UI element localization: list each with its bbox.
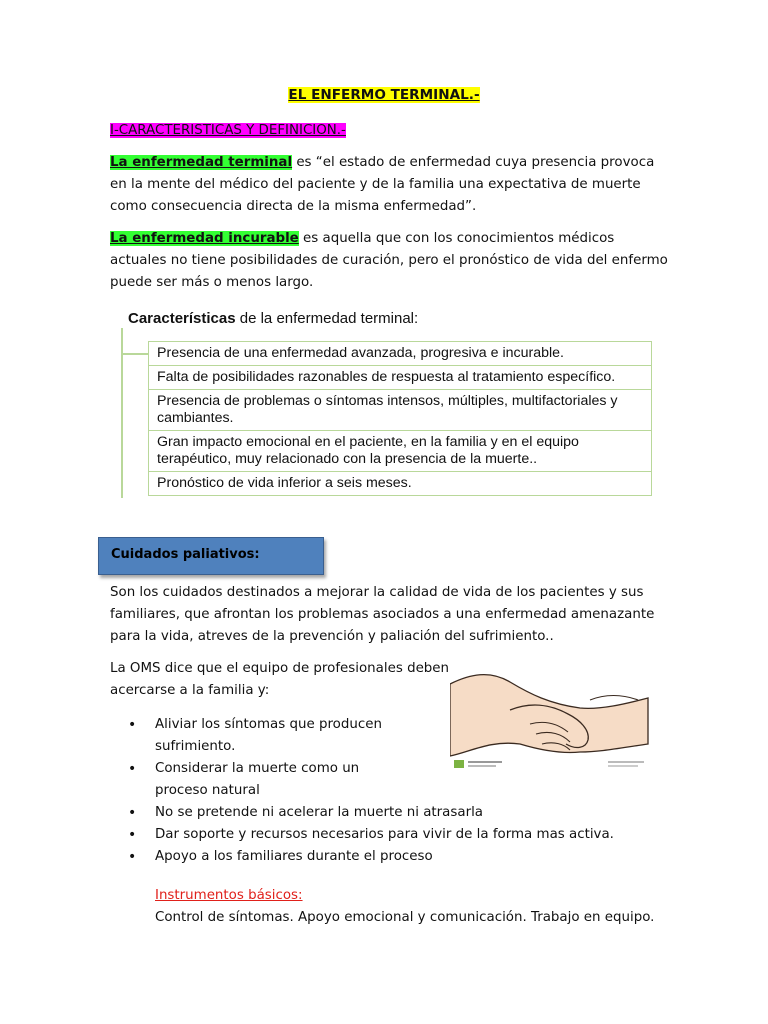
characteristic-item: Pronóstico de vida inferior a seis meses. [157,475,412,491]
instruments-text: Control de síntomas. Apoyo emocional y comunicación. Trabajo en equipo. [155,910,655,925]
instruments-title: Instrumentos básicos: [155,888,303,903]
definition-incurable-paragraph: La enfermedad incurable es aquella que con los conocimientos médicos actuales no tiene posibilidades de curación, pero el pronóstico de vida del enfermo puede ser más o menos largo. [110,231,668,290]
characteristic-item: Gran impacto emocional en el paciente, en la familia y en el equipo terapéutico, muy relacionado con la presencia de la muerte.. [149,431,651,472]
list-item: • Apoyo a los familiares durante el proceso [128,846,614,868]
characteristics-list [148,341,652,496]
characteristics-title: Características de la enfermedad terminal: [128,310,419,327]
characteristics-figure [118,310,658,500]
list-item: • Dar soporte y recursos necesarios para vivir de la forma mas activa. [128,824,614,846]
oms-intro: La OMS dice que el equipo de profesionales deben acercarse a la familia y: [110,661,450,698]
tree-branch [121,353,149,355]
term-incurable: La enfermedad incurable [110,231,299,246]
characteristic-item: Falta de posibilidades razonables de respuesta al tratamiento específico. [149,366,651,390]
characteristic-item: Presencia de problemas o síntomas intensos, múltiples, multifactoriales y cambiantes. [149,390,651,431]
palliative-paragraph: Son los cuidados destinados a mejorar la calidad de vida de los pacientes y sus familiares, que afrontan los problemas asociados a una enfermedad amenazante para la vida, atreves de la prevención y paliación del sufrimiento.. [110,585,655,644]
section-heading-characteristics: I-CARACTERISTICAS Y DEFINICION.- [110,123,346,138]
oms-bullet-list [128,714,614,868]
term-terminal: La enfermedad terminal [110,155,293,170]
palliative-heading: Cuidados paliativos: [111,547,260,562]
list-item: • Considerar la muerte como un proceso natural [128,758,415,802]
document-title: EL ENFERMO TERMINAL.- [288,87,480,103]
list-item: • No se pretende ni acelerar la muerte ni atrasarla [128,802,614,824]
definition-terminal-paragraph: La enfermedad terminal es “el estado de enfermedad cuya presencia provoca en la mente del médico del paciente y de la familia una expectativa de muerte como consecuencia directa de la misma enfermedad”. [110,155,655,214]
palliative-heading-box [98,537,324,575]
characteristic-item: Presencia de una enfermedad avanzada, progresiva e incurable. [149,342,651,366]
list-item: • Aliviar los síntomas que producen sufrimiento. [128,714,415,758]
